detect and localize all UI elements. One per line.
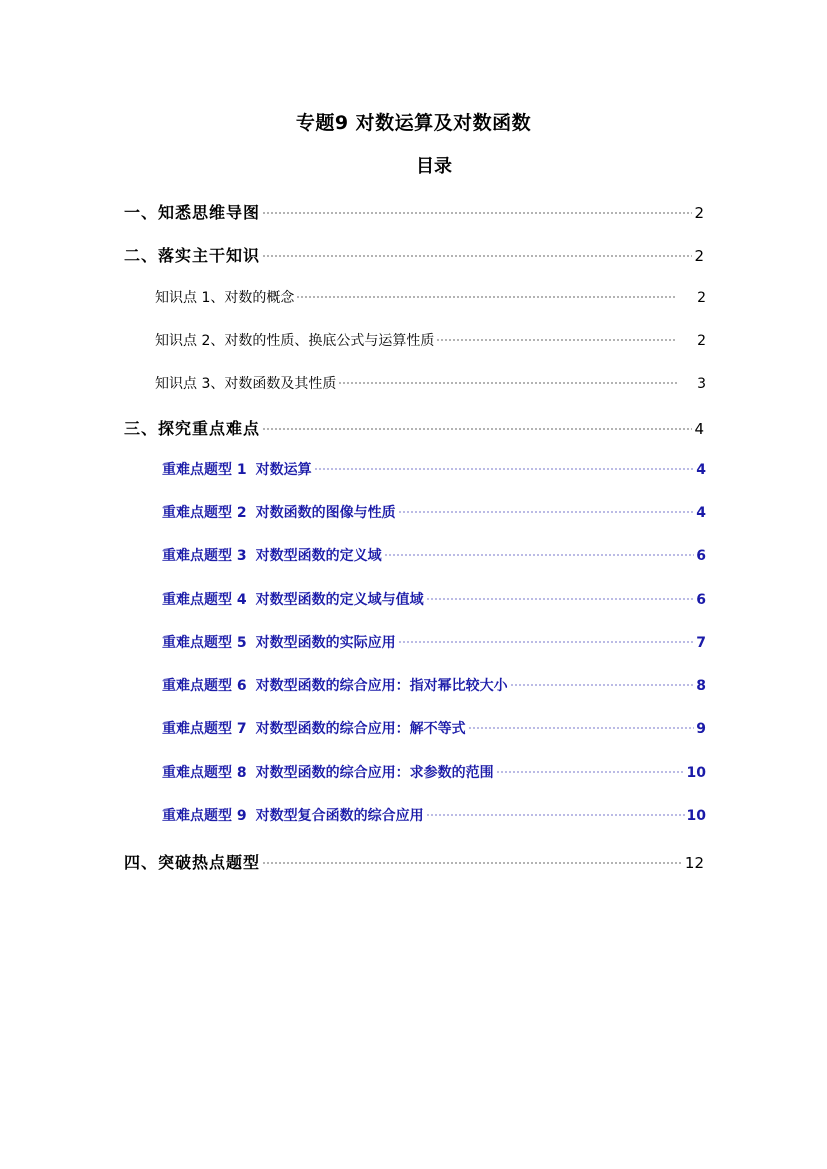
- toc-knowledge-point-1[interactable]: [155, 287, 706, 307]
- toc-key-type-7[interactable]: [162, 718, 706, 738]
- toc-section-main-knowledge[interactable]: [124, 243, 704, 266]
- toc-entry-label: 对数型函数的定义域: [255, 548, 382, 564]
- toc-entry-label: 知识点 1、对数的概念: [155, 290, 295, 306]
- toc-key-type-9[interactable]: [162, 805, 706, 825]
- toc-type-number: 重难点题型 4: [162, 592, 247, 608]
- toc-dot-leader: [468, 727, 695, 729]
- toc-type-number: 重难点题型 1: [162, 462, 247, 478]
- toc-section-mind-map[interactable]: [124, 200, 704, 223]
- toc-entry-label: 对数运算: [255, 462, 312, 478]
- toc-entry-label: 知识点 3、对数函数及其性质: [155, 376, 337, 392]
- toc-dot-leader: [338, 382, 677, 384]
- toc-dot-leader: [262, 255, 692, 257]
- toc-page-number: 3: [697, 376, 706, 392]
- toc-type-number: 重难点题型 7: [162, 721, 247, 737]
- toc-key-type-6[interactable]: [162, 675, 706, 695]
- toc-page-number: 2: [694, 247, 704, 265]
- toc-page-number: 7: [696, 635, 706, 651]
- toc-knowledge-point-2[interactable]: [155, 330, 706, 350]
- toc-key-type-5[interactable]: [162, 632, 706, 652]
- toc-page-number: 2: [697, 290, 706, 306]
- toc-key-type-1[interactable]: [162, 459, 706, 479]
- toc-entry-label: 对数型函数的综合应用：求参数的范围: [255, 765, 494, 781]
- document-title: 专题9 对数运算及对数函数: [295, 112, 532, 134]
- toc-key-type-4[interactable]: [162, 589, 706, 609]
- toc-knowledge-point-3[interactable]: [155, 373, 706, 393]
- toc-entry-label: 对数型函数的定义域与值域: [255, 592, 424, 608]
- toc-dot-leader: [296, 296, 677, 298]
- toc-type-number: 重难点题型 6: [162, 678, 247, 694]
- toc-dot-leader: [426, 598, 695, 600]
- toc-key-type-2[interactable]: [162, 502, 706, 522]
- toc-section-key-difficulties[interactable]: [124, 416, 704, 439]
- toc-dot-leader: [398, 511, 695, 513]
- toc-section-label: 四、突破热点题型: [124, 853, 261, 872]
- toc-type-number: 重难点题型 3: [162, 548, 247, 564]
- toc-page-number: 9: [696, 721, 706, 737]
- toc-type-number: 重难点题型 9: [162, 808, 247, 824]
- toc-type-number: 重难点题型 8: [162, 765, 247, 781]
- toc-entry-label: 对数型复合函数的综合应用: [255, 808, 424, 824]
- toc-dot-leader: [426, 814, 685, 816]
- toc-heading: 目录: [416, 156, 452, 177]
- toc-type-number: 重难点题型 2: [162, 505, 247, 521]
- toc-dot-leader: [510, 684, 695, 686]
- toc-page-number: 10: [686, 765, 706, 781]
- toc-section-label: 一、知悉思维导图: [124, 203, 261, 222]
- toc-entry-label: 对数函数的图像与性质: [255, 505, 396, 521]
- toc-page-number: 4: [696, 505, 706, 521]
- toc-section-hot-topics[interactable]: [124, 850, 704, 873]
- toc-dot-leader: [262, 428, 692, 430]
- toc-page-number: 10: [686, 808, 706, 824]
- toc-dot-leader: [262, 862, 683, 864]
- toc-page-number: 4: [694, 420, 704, 438]
- toc-type-number: 重难点题型 5: [162, 635, 247, 651]
- toc-dot-leader: [496, 771, 685, 773]
- toc-entry-label: 知识点 2、对数的性质、换底公式与运算性质: [155, 333, 435, 349]
- toc-key-type-3[interactable]: [162, 545, 706, 565]
- toc-page-number: 12: [684, 854, 704, 872]
- toc-section-label: 二、落实主干知识: [124, 246, 261, 265]
- toc-page-number: 6: [696, 548, 706, 564]
- toc-page-number: 6: [696, 592, 706, 608]
- toc-page-number: 2: [697, 333, 706, 349]
- toc-page-number: 2: [694, 204, 704, 222]
- toc-page-number: 4: [696, 462, 706, 478]
- toc-entry-label: 对数型函数的综合应用：解不等式: [255, 721, 466, 737]
- toc-page-number: 8: [696, 678, 706, 694]
- toc-dot-leader: [398, 641, 695, 643]
- toc-section-label: 三、探究重点难点: [124, 419, 261, 438]
- toc-dot-leader: [262, 212, 692, 214]
- toc-dot-leader: [314, 468, 695, 470]
- toc-key-type-8[interactable]: [162, 762, 706, 782]
- toc-entry-label: 对数型函数的实际应用: [255, 635, 396, 651]
- toc-dot-leader: [384, 554, 695, 556]
- toc-entry-label: 对数型函数的综合应用：指对幂比较大小: [255, 678, 508, 694]
- toc-dot-leader: [436, 339, 677, 341]
